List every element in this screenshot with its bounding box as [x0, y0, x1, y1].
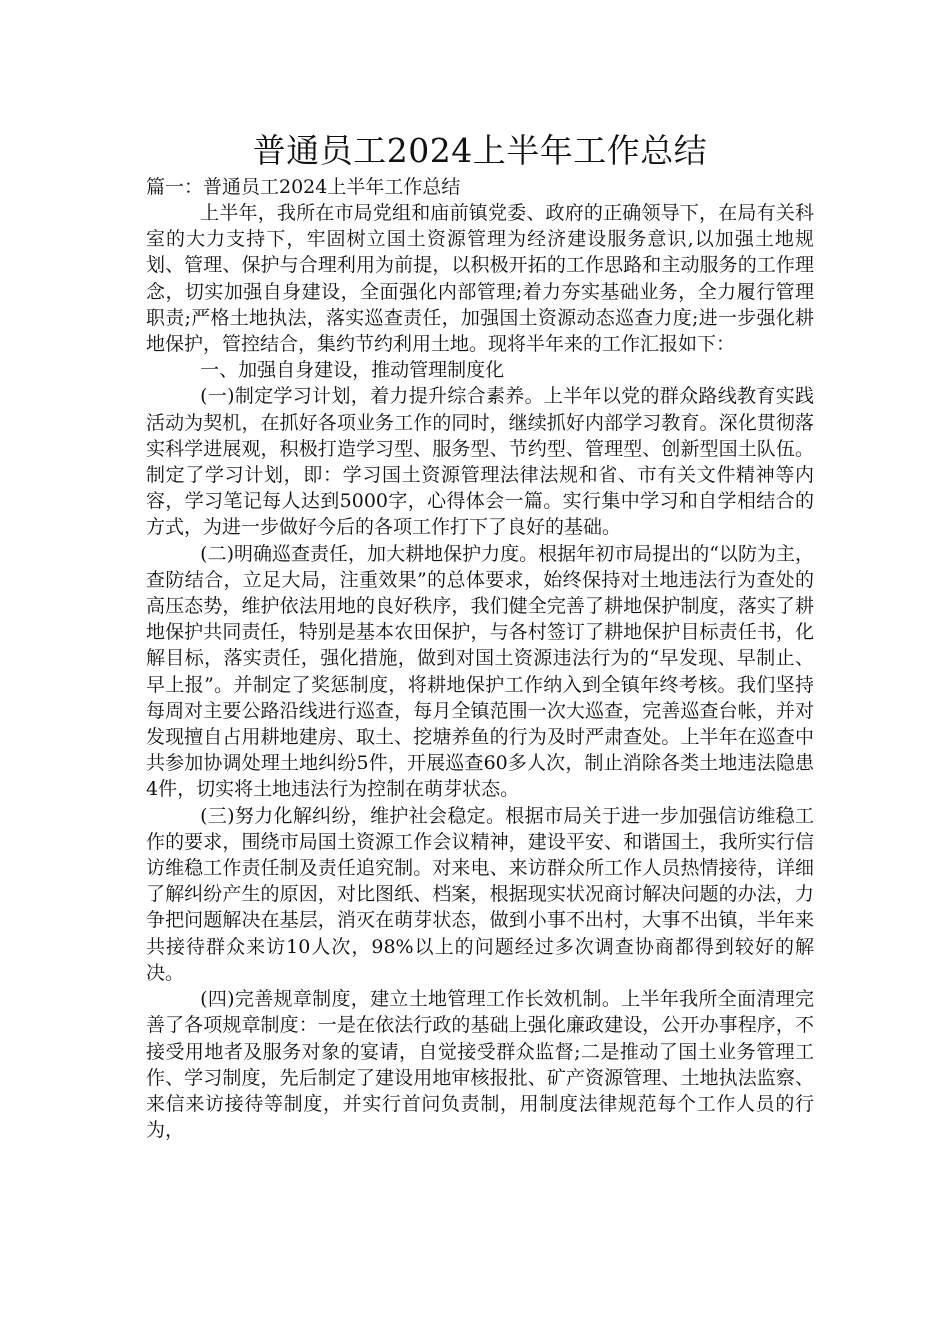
paragraph-4: (四)完善规章制度，建立土地管理工作长效机制。上半年我所全面清理完善了各项规章制度：一是在依法行政的基础上强化廉政建设，公开办事程序，不接受用地者及服务对象的宴请，自觉接受群众监督;二是推动了国土业务管理工作、学习制度，先后制定了建设用地审核报批、矿产资源管理、土地执法监察、来信来访接待等制度，并实行首问负责制，用制度法律规范每个工作人员的行为， — [146, 988, 814, 1142]
document-subtitle: 篇一：普通员工2024上半年工作总结 — [146, 176, 461, 198]
intro-paragraph: 上半年，我所在市局党组和庙前镇党委、政府的正确领导下，在局有关科室的大力支持下，牢固树立国土资源管理为经济建设服务意识,以加强土地规划、管理、保护与合理利用为前提，以积极开拓的工作思路和主动服务的工作理念，切实加强自身建设，全面强化内部管理;着力夯实基础业务，全力履行管理职责;严格土地执法，落实巡查责任，加强国土资源动态巡查力度;进一步强化耕地保护，管控结合，集约节约利用土地。现将半年来的工作汇报如下： — [146, 202, 814, 356]
section-heading: 一、加强自身建设，推动管理制度化 — [200, 359, 505, 382]
document-title: 普通员工2024上半年工作总结 — [252, 131, 708, 170]
paragraph-2: (二)明确巡查责任，加大耕地保护力度。根据年初市局提出的“以防为主，查防结合，立足大局，注重效果”的总体要求，始终保持对土地违法行为查处的高压态势，维护依法用地的良好秩序，我们健全完善了耕地保护制度，落实了耕地保护共同责任，特别是基本农田保护，与各村签订了耕地保护目标责任书，化解目标，落实责任，强化措施，做到对国土资源违法行为的“早发现、早制止、早上报”。并制定了奖惩制度，将耕地保护工作纳入到全镇年终考核。我们坚持每周对主要公路沿线进行巡查，每月全镇范围一次大巡查，完善巡查台帐，并对发现擅自占用耕地建房、取土、挖塘养鱼的行为及时严肃查处。上半年在巡查中共参加协调处理土地纠纷5件，开展巡查60多人次，制止消除各类土地违法隐患4件，切实将土地违法行为控制在萌芽状态。 — [146, 542, 814, 801]
document-page — [146, 128, 814, 1143]
paragraph-3: (三)努力化解纠纷，维护社会稳定。根据市局关于进一步加强信访维稳工作的要求，围绕市局国土资源工作会议精神，建设平安、和谐国土，我所实行信访维稳工作责任制及责任追究制。对来电、来访群众所工作人员热情接待，详细了解纠纷产生的原因，对比图纸、档案，根据现实状况商讨解决问题的办法，力争把问题解决在基层，消灭在萌芽状态，做到小事不出村，大事不出镇，半年来共接待群众来访10人次，98%以上的问题经过多次调查协商都得到较好的解决。 — [146, 804, 814, 984]
paragraph-1: (一)制定学习计划，着力提升综合素养。上半年以党的群众路线教育实践活动为契机，在抓好各项业务工作的同时，继续抓好内部学习教育。深化贯彻落实科学进展观，积极打造学习型、服务型、节约型、管理型、创新型国土队伍。制定了学习计划，即：学习国土资源管理法律法规和省、市有关文件精神等内容，学习笔记每人达到5000字，心得体会一篇。实行集中学习和自学相结合的方式，为进一步做好今后的各项工作打下了良好的基础。 — [146, 385, 814, 539]
